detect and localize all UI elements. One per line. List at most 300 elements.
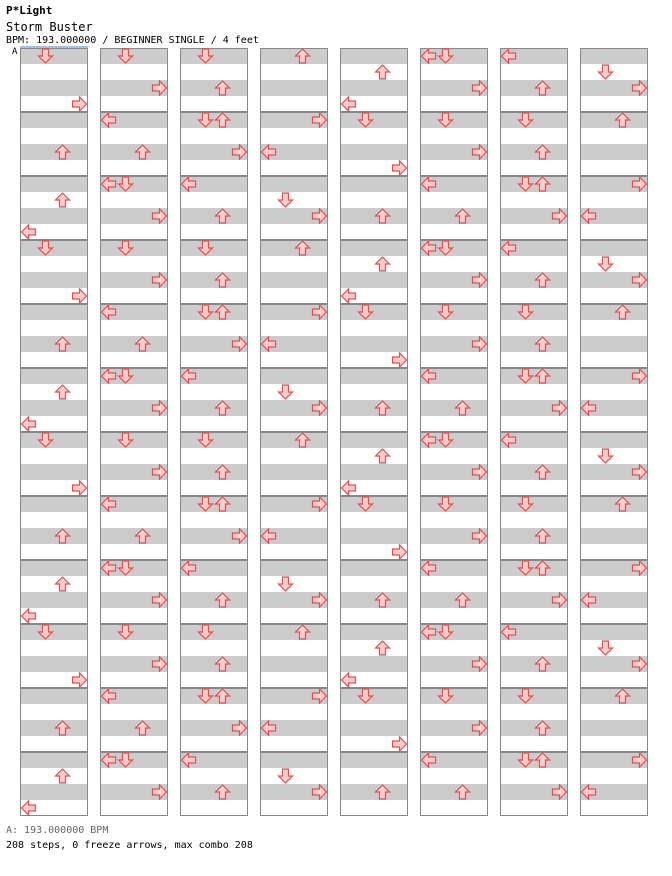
beat-stripe — [500, 736, 568, 752]
measure — [260, 560, 328, 624]
measure — [180, 240, 248, 304]
beat-stripe — [340, 128, 408, 144]
measure — [20, 240, 88, 304]
beat-stripe — [180, 784, 248, 800]
beat-stripe — [20, 304, 88, 320]
beat-stripe — [340, 608, 408, 624]
beat-stripe — [420, 784, 488, 800]
beat-stripe — [20, 176, 88, 192]
beat-stripe — [340, 560, 408, 576]
beat-stripe — [500, 64, 568, 80]
measure — [420, 112, 488, 176]
measure — [20, 368, 88, 432]
beat-stripe — [340, 304, 408, 320]
beat-stripe — [260, 96, 328, 112]
beat-stripe — [100, 128, 168, 144]
beat-stripe — [260, 448, 328, 464]
beat-stripe — [180, 496, 248, 512]
beat-stripe — [500, 576, 568, 592]
beat-stripe — [340, 720, 408, 736]
beat-stripe — [420, 256, 488, 272]
beat-stripe — [420, 800, 488, 816]
beat-stripe — [500, 304, 568, 320]
beat-stripe — [580, 480, 648, 496]
beat-stripe — [180, 352, 248, 368]
beat-stripe — [340, 192, 408, 208]
measure — [260, 432, 328, 496]
measure — [20, 688, 88, 752]
beat-stripe — [100, 448, 168, 464]
beat-stripe — [500, 688, 568, 704]
measure — [260, 688, 328, 752]
beat-stripe — [100, 256, 168, 272]
beat-stripe — [340, 512, 408, 528]
measure — [100, 304, 168, 368]
beat-stripe — [580, 768, 648, 784]
beat-stripe — [500, 656, 568, 672]
beat-stripe — [100, 432, 168, 448]
beat-stripe — [100, 512, 168, 528]
beat-stripe — [100, 96, 168, 112]
measure — [100, 496, 168, 560]
beat-stripe — [420, 576, 488, 592]
beat-stripe — [20, 544, 88, 560]
beat-stripe — [260, 544, 328, 560]
measure — [100, 48, 168, 112]
beat-stripe — [340, 368, 408, 384]
beat-stripe — [260, 672, 328, 688]
measure — [20, 752, 88, 816]
measure — [180, 112, 248, 176]
beat-stripe — [340, 784, 408, 800]
beat-stripe — [420, 112, 488, 128]
beat-stripe — [180, 464, 248, 480]
beat-stripe — [260, 800, 328, 816]
measure — [580, 432, 648, 496]
measure — [260, 240, 328, 304]
beat-stripe — [500, 720, 568, 736]
beat-stripe — [180, 800, 248, 816]
beat-stripe — [500, 704, 568, 720]
beat-stripe — [580, 704, 648, 720]
beat-stripe — [20, 528, 88, 544]
beat-stripe — [100, 768, 168, 784]
beat-stripe — [100, 192, 168, 208]
beat-stripe — [180, 96, 248, 112]
beat-stripe — [20, 400, 88, 416]
beat-stripe — [340, 320, 408, 336]
measure — [340, 560, 408, 624]
beat-stripe — [20, 272, 88, 288]
beat-stripe — [20, 192, 88, 208]
beat-stripe — [420, 192, 488, 208]
beat-stripe — [580, 288, 648, 304]
beat-stripe — [180, 240, 248, 256]
beat-stripe — [500, 272, 568, 288]
beat-stripe — [260, 64, 328, 80]
measure — [420, 304, 488, 368]
beat-stripe — [180, 304, 248, 320]
beat-stripe — [500, 480, 568, 496]
beat-stripe — [420, 448, 488, 464]
measure — [420, 560, 488, 624]
beat-stripe — [580, 448, 648, 464]
beat-stripe — [340, 768, 408, 784]
beat-stripe — [340, 80, 408, 96]
beat-stripe — [500, 160, 568, 176]
beat-stripe — [100, 576, 168, 592]
beat-stripe — [340, 496, 408, 512]
beat-stripe — [260, 80, 328, 96]
beat-stripe — [20, 48, 88, 64]
beat-stripe — [500, 80, 568, 96]
beat-stripe — [580, 512, 648, 528]
measure — [100, 176, 168, 240]
beat-stripe — [580, 336, 648, 352]
beat-stripe — [20, 256, 88, 272]
beat-stripe — [260, 704, 328, 720]
beat-stripe — [20, 464, 88, 480]
beat-stripe — [180, 480, 248, 496]
beat-stripe — [20, 160, 88, 176]
beat-stripe — [180, 256, 248, 272]
beat-stripe — [420, 400, 488, 416]
beat-stripe — [500, 112, 568, 128]
measure — [260, 496, 328, 560]
beat-stripe — [180, 416, 248, 432]
beat-stripe — [180, 128, 248, 144]
beat-stripe — [500, 640, 568, 656]
measure — [580, 48, 648, 112]
beat-stripe — [500, 608, 568, 624]
beat-stripe — [180, 576, 248, 592]
measure — [260, 752, 328, 816]
bpm-marker: A — [12, 47, 18, 57]
measure — [340, 176, 408, 240]
beat-stripe — [340, 528, 408, 544]
measure — [180, 752, 248, 816]
beat-stripe — [180, 64, 248, 80]
measure — [180, 176, 248, 240]
measure — [20, 112, 88, 176]
beat-stripe — [580, 160, 648, 176]
beat-stripe — [20, 368, 88, 384]
beat-stripe — [20, 64, 88, 80]
beat-stripe — [340, 384, 408, 400]
beat-stripe — [260, 240, 328, 256]
beat-stripe — [100, 704, 168, 720]
beat-stripe — [180, 384, 248, 400]
measure — [20, 48, 88, 112]
beat-stripe — [500, 320, 568, 336]
measure — [20, 304, 88, 368]
beat-stripe — [180, 112, 248, 128]
measure — [500, 304, 568, 368]
beat-stripe — [100, 224, 168, 240]
beat-stripe — [180, 192, 248, 208]
beat-stripe — [420, 208, 488, 224]
measure — [260, 368, 328, 432]
measure — [500, 112, 568, 176]
beat-stripe — [580, 528, 648, 544]
beat-stripe — [500, 144, 568, 160]
beat-stripe — [500, 496, 568, 512]
measure — [500, 752, 568, 816]
beat-stripe — [580, 688, 648, 704]
beat-stripe — [100, 416, 168, 432]
beat-stripe — [180, 704, 248, 720]
beat-stripe — [180, 224, 248, 240]
beat-stripe — [260, 464, 328, 480]
beat-stripe — [100, 352, 168, 368]
beat-stripe — [340, 224, 408, 240]
beat-stripe — [260, 288, 328, 304]
beat-stripe — [180, 656, 248, 672]
beat-stripe — [500, 544, 568, 560]
beat-stripe — [420, 768, 488, 784]
beat-stripe — [420, 304, 488, 320]
beat-stripe — [340, 112, 408, 128]
beat-stripe — [100, 336, 168, 352]
beat-stripe — [420, 736, 488, 752]
beat-stripe — [420, 512, 488, 528]
beat-stripe — [340, 272, 408, 288]
measure — [100, 432, 168, 496]
beat-stripe — [260, 736, 328, 752]
measure — [340, 240, 408, 304]
beat-stripe — [580, 800, 648, 816]
measure — [580, 176, 648, 240]
beat-stripe — [420, 384, 488, 400]
beat-stripe — [180, 544, 248, 560]
beat-stripe — [20, 736, 88, 752]
measure — [340, 752, 408, 816]
measure — [20, 624, 88, 688]
beat-stripe — [420, 496, 488, 512]
beat-stripe — [20, 496, 88, 512]
measure — [500, 688, 568, 752]
measure — [180, 560, 248, 624]
beat-stripe — [180, 432, 248, 448]
beat-stripe — [260, 416, 328, 432]
beat-stripe — [340, 48, 408, 64]
beat-stripe — [580, 720, 648, 736]
measure — [100, 560, 168, 624]
measure — [340, 112, 408, 176]
beat-stripe — [420, 288, 488, 304]
beat-stripe — [100, 640, 168, 656]
measure — [20, 560, 88, 624]
beat-stripe — [420, 592, 488, 608]
beat-stripe — [260, 256, 328, 272]
beat-stripe — [580, 256, 648, 272]
beat-stripe — [340, 640, 408, 656]
measure — [100, 368, 168, 432]
beat-stripe — [100, 240, 168, 256]
beat-stripe — [100, 480, 168, 496]
beat-stripe — [20, 624, 88, 640]
beat-stripe — [20, 240, 88, 256]
beat-stripe — [260, 320, 328, 336]
beat-stripe — [260, 160, 328, 176]
beat-stripe — [500, 352, 568, 368]
beat-stripe — [580, 672, 648, 688]
beat-stripe — [580, 64, 648, 80]
measure — [420, 496, 488, 560]
measure — [180, 48, 248, 112]
beat-stripe — [180, 512, 248, 528]
beat-stripe — [500, 416, 568, 432]
beat-stripe — [340, 800, 408, 816]
beat-stripe — [580, 192, 648, 208]
beat-stripe — [20, 576, 88, 592]
beat-stripe — [580, 608, 648, 624]
beat-stripe — [260, 352, 328, 368]
beat-stripe — [260, 752, 328, 768]
measure — [580, 560, 648, 624]
beat-stripe — [260, 768, 328, 784]
bpm-summary: A: 193.000000 BPM — [6, 825, 109, 836]
beat-stripe — [500, 752, 568, 768]
beat-stripe — [580, 640, 648, 656]
beat-stripe — [500, 512, 568, 528]
beat-stripe — [180, 608, 248, 624]
measure — [100, 624, 168, 688]
measure — [340, 304, 408, 368]
measure — [420, 624, 488, 688]
beat-stripe — [180, 80, 248, 96]
beat-stripe — [500, 768, 568, 784]
beat-stripe — [580, 384, 648, 400]
measure — [340, 688, 408, 752]
beat-stripe — [20, 592, 88, 608]
beat-stripe — [260, 176, 328, 192]
beat-stripe — [420, 224, 488, 240]
beat-stripe — [100, 720, 168, 736]
beat-stripe — [580, 96, 648, 112]
beat-stripe — [580, 496, 648, 512]
measure — [20, 176, 88, 240]
beat-stripe — [20, 768, 88, 784]
beat-stripe — [580, 544, 648, 560]
artist-name: P*Light — [6, 4, 53, 17]
beat-stripe — [100, 144, 168, 160]
beat-stripe — [260, 272, 328, 288]
beat-stripe — [20, 432, 88, 448]
beat-stripe — [500, 224, 568, 240]
beat-stripe — [580, 736, 648, 752]
measure — [100, 688, 168, 752]
beat-stripe — [500, 192, 568, 208]
beat-stripe — [500, 288, 568, 304]
beat-stripe — [580, 416, 648, 432]
measure — [340, 432, 408, 496]
measure — [340, 496, 408, 560]
measure — [500, 176, 568, 240]
measure — [420, 368, 488, 432]
beat-stripe — [420, 480, 488, 496]
beat-stripe — [340, 176, 408, 192]
beat-stripe — [260, 480, 328, 496]
measure — [500, 624, 568, 688]
beat-stripe — [260, 368, 328, 384]
beat-stripe — [100, 672, 168, 688]
beat-stripe — [580, 112, 648, 128]
beat-stripe — [500, 176, 568, 192]
beat-stripe — [180, 688, 248, 704]
beat-stripe — [20, 640, 88, 656]
beat-stripe — [500, 368, 568, 384]
beat-stripe — [260, 128, 328, 144]
measure — [500, 560, 568, 624]
beat-stripe — [580, 576, 648, 592]
beat-stripe — [20, 512, 88, 528]
measure — [500, 48, 568, 112]
beat-stripe — [20, 128, 88, 144]
beat-stripe — [500, 672, 568, 688]
beat-stripe — [180, 448, 248, 464]
chart-info: BPM: 193.000000 / BEGINNER SINGLE / 4 feet — [6, 35, 259, 46]
beat-stripe — [500, 464, 568, 480]
beat-stripe — [580, 128, 648, 144]
beat-stripe — [580, 48, 648, 64]
beat-stripe — [580, 304, 648, 320]
beat-stripe — [100, 288, 168, 304]
beat-stripe — [100, 736, 168, 752]
beat-stripe — [340, 64, 408, 80]
beat-stripe — [20, 144, 88, 160]
beat-stripe — [20, 208, 88, 224]
beat-stripe — [500, 256, 568, 272]
beat-stripe — [20, 320, 88, 336]
beat-stripe — [20, 752, 88, 768]
beat-stripe — [180, 288, 248, 304]
beat-stripe — [420, 352, 488, 368]
beat-stripe — [500, 800, 568, 816]
beat-stripe — [420, 64, 488, 80]
beat-stripe — [20, 560, 88, 576]
beat-stripe — [420, 640, 488, 656]
beat-stripe — [420, 608, 488, 624]
beat-stripe — [180, 48, 248, 64]
beat-stripe — [260, 384, 328, 400]
beat-stripe — [420, 160, 488, 176]
measure — [580, 304, 648, 368]
step-stats: 208 steps, 0 freeze arrows, max combo 208 — [6, 840, 253, 851]
measure — [420, 48, 488, 112]
beat-stripe — [500, 528, 568, 544]
measure — [20, 496, 88, 560]
beat-stripe — [580, 432, 648, 448]
beat-stripe — [20, 336, 88, 352]
beat-stripe — [500, 96, 568, 112]
measure — [100, 240, 168, 304]
beat-stripe — [580, 144, 648, 160]
measure — [180, 688, 248, 752]
beat-stripe — [500, 448, 568, 464]
beat-stripe — [500, 384, 568, 400]
measure — [260, 48, 328, 112]
beat-stripe — [340, 592, 408, 608]
measure — [580, 624, 648, 688]
song-title: Storm Buster — [6, 20, 93, 34]
beat-stripe — [340, 448, 408, 464]
measure — [580, 368, 648, 432]
measure — [500, 368, 568, 432]
beat-stripe — [340, 624, 408, 640]
beat-stripe — [340, 208, 408, 224]
beat-stripe — [580, 224, 648, 240]
